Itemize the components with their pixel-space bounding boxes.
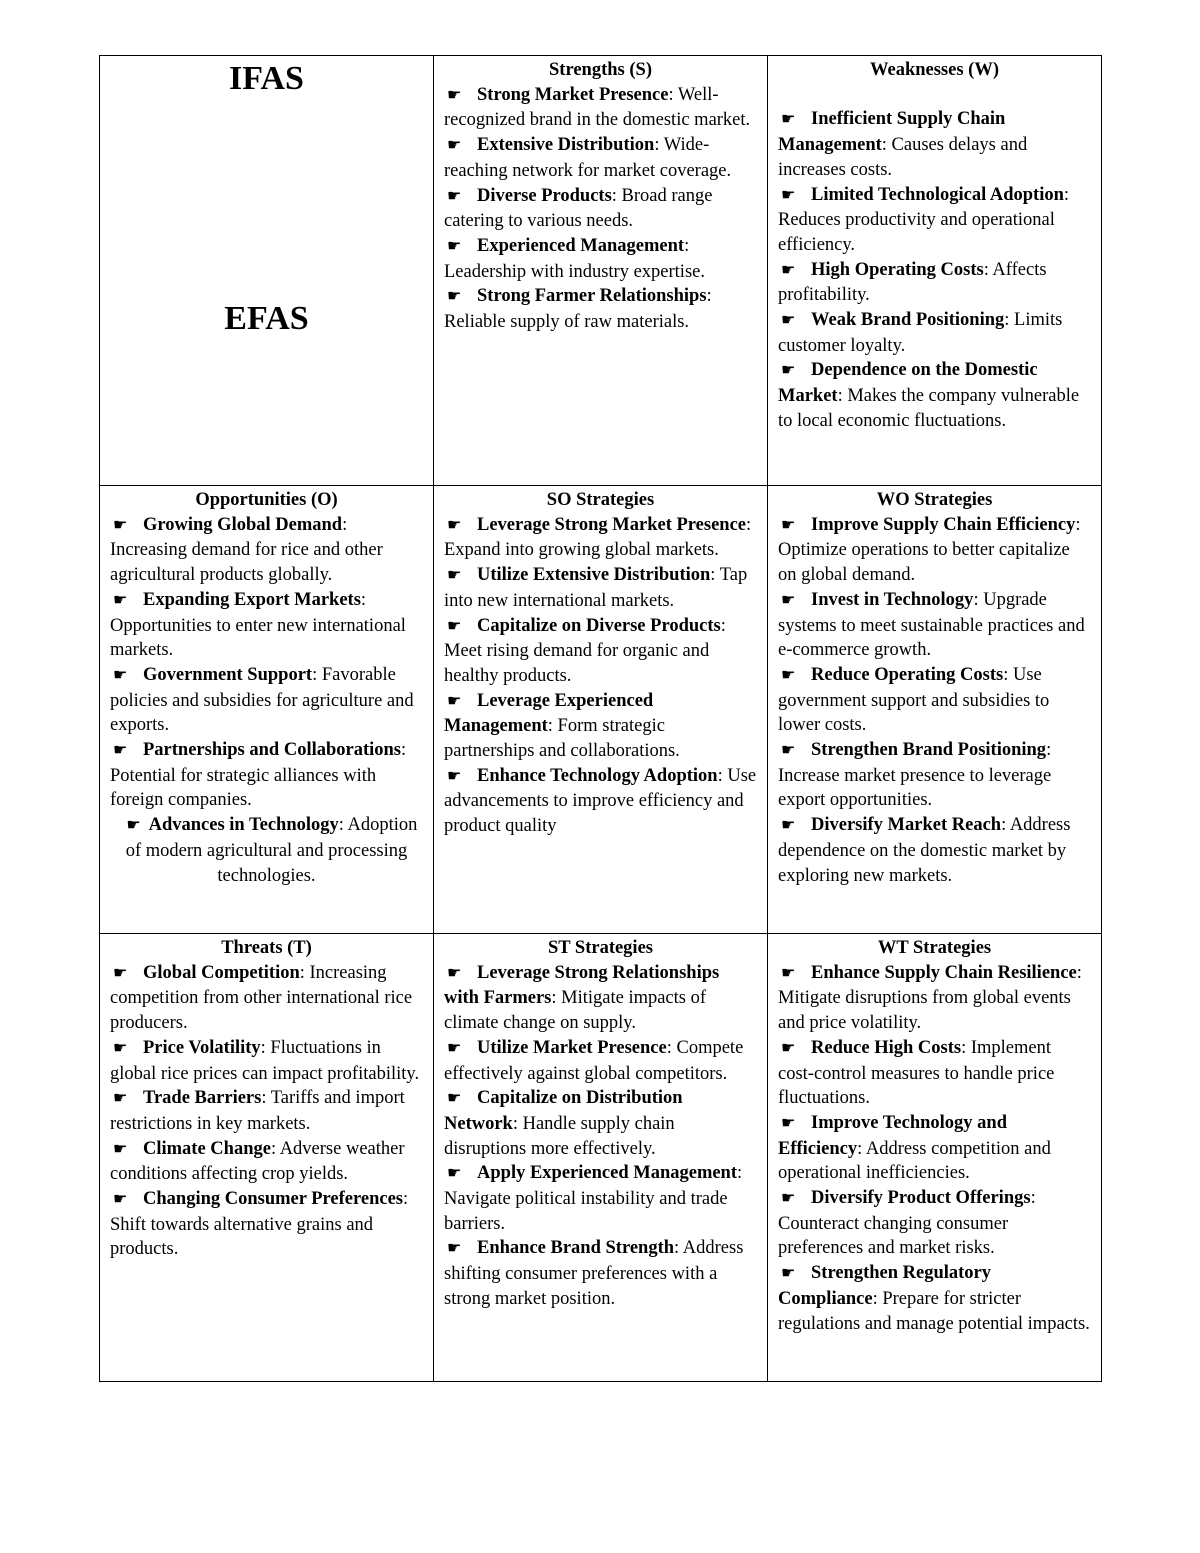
pointing-hand-icon: ☛ bbox=[447, 237, 462, 255]
item-term: Expanding Export Markets bbox=[143, 589, 361, 610]
list-item bbox=[110, 961, 423, 1036]
item-term: Diversify Market Reach bbox=[811, 815, 1002, 836]
item-term: Trade Barriers bbox=[143, 1088, 262, 1109]
list-item bbox=[778, 107, 1091, 182]
list-item bbox=[110, 1187, 423, 1262]
pointing-hand-icon: ☛ bbox=[447, 692, 462, 710]
pointing-hand-icon: ☛ bbox=[447, 187, 462, 205]
list-item bbox=[444, 689, 757, 764]
spacer bbox=[778, 83, 1091, 108]
ifas-label: IFAS bbox=[229, 60, 304, 97]
list-item bbox=[444, 133, 757, 183]
list-item bbox=[110, 813, 423, 888]
pointing-hand-icon: ☛ bbox=[113, 1140, 128, 1158]
list-item bbox=[778, 813, 1091, 888]
list-item bbox=[778, 183, 1091, 258]
threats-list bbox=[110, 961, 423, 1262]
pointing-hand-icon: ☛ bbox=[447, 1240, 462, 1258]
efas-label: EFAS bbox=[224, 300, 309, 337]
pointing-hand-icon: ☛ bbox=[113, 964, 128, 982]
item-description: : Affects profitability. bbox=[778, 259, 1047, 306]
pointing-hand-icon: ☛ bbox=[781, 742, 796, 760]
item-term: Enhance Technology Adoption bbox=[477, 765, 718, 786]
list-item bbox=[778, 961, 1091, 1036]
pointing-hand-icon: ☛ bbox=[447, 1090, 462, 1108]
item-term: Enhance Brand Strength bbox=[477, 1238, 675, 1259]
pointing-hand-icon: ☛ bbox=[781, 666, 796, 684]
pointing-hand-icon: ☛ bbox=[447, 1165, 462, 1183]
item-term: Capitalize on Distribution Network bbox=[444, 1088, 683, 1134]
ifas-efas-cell bbox=[100, 56, 434, 486]
list-item bbox=[444, 961, 757, 1036]
item-term: Strengthen Brand Positioning bbox=[811, 740, 1047, 761]
item-description: : Optimize operations to better capitalize on global demand. bbox=[778, 514, 1081, 586]
item-description: : Navigate political instability and trade barriers. bbox=[444, 1163, 743, 1234]
item-term: Strong Market Presence bbox=[477, 84, 669, 105]
item-term: Utilize Market Presence bbox=[477, 1037, 667, 1058]
item-term: Strong Farmer Relationships bbox=[477, 286, 707, 307]
st-strategies-list bbox=[444, 961, 757, 1312]
item-description: : Adoption of modern agricultural and processing technologies. bbox=[125, 815, 418, 886]
list-item bbox=[778, 358, 1091, 433]
pointing-hand-icon: ☛ bbox=[113, 516, 128, 534]
item-term: Changing Consumer Preferences bbox=[143, 1189, 404, 1210]
item-description: : Use advancements to improve efficiency and product quality bbox=[444, 765, 757, 837]
item-description: : Increasing demand for rice and other agricultural products globally. bbox=[110, 514, 383, 586]
pointing-hand-icon: ☛ bbox=[113, 1039, 128, 1057]
weaknesses-cell bbox=[768, 56, 1102, 486]
opportunities-list bbox=[110, 513, 423, 889]
pointing-hand-icon: ☛ bbox=[781, 312, 796, 330]
list-item bbox=[444, 83, 757, 133]
list-item bbox=[778, 513, 1091, 588]
item-description: : Fluctuations in global rice prices can impact profitability. bbox=[110, 1037, 420, 1084]
item-description: : Handle supply chain disruptions more effectively. bbox=[444, 1113, 675, 1159]
list-item bbox=[110, 1086, 423, 1136]
wo-strategies-title: WO Strategies bbox=[876, 490, 993, 510]
list-item bbox=[110, 1036, 423, 1086]
item-term: Government Support bbox=[143, 664, 313, 685]
item-description: : Meet rising demand for organic and healthy products. bbox=[444, 615, 726, 686]
strengths-cell bbox=[434, 56, 768, 486]
weaknesses-title: Weaknesses (W) bbox=[870, 60, 999, 80]
item-term: Price Volatility bbox=[143, 1037, 261, 1058]
item-term: High Operating Costs bbox=[811, 259, 984, 280]
item-description: : Prepare for stricter regulations and manage potential impacts. bbox=[778, 1288, 1090, 1334]
item-term: Climate Change bbox=[143, 1138, 271, 1159]
list-item bbox=[778, 308, 1091, 358]
item-description: : Address dependence on the domestic market by exploring new markets. bbox=[778, 815, 1071, 886]
list-item bbox=[778, 258, 1091, 308]
pointing-hand-icon: ☛ bbox=[781, 1265, 796, 1283]
pointing-hand-icon: ☛ bbox=[447, 617, 462, 635]
pointing-hand-icon: ☛ bbox=[447, 516, 462, 534]
wt-strategies-list bbox=[778, 961, 1091, 1337]
list-item bbox=[444, 1236, 757, 1311]
wo-strategies-list bbox=[778, 513, 1091, 889]
item-term: Leverage Experienced Management bbox=[444, 690, 654, 737]
list-item bbox=[778, 1186, 1091, 1261]
pointing-hand-icon: ☛ bbox=[113, 1090, 128, 1108]
item-description: : Shift towards alternative grains and products. bbox=[110, 1189, 409, 1260]
item-term: Dependence on the Domestic Market bbox=[778, 360, 1038, 407]
pointing-hand-icon: ☛ bbox=[447, 964, 462, 982]
so-strategies-list bbox=[444, 513, 757, 839]
list-item bbox=[444, 563, 757, 613]
pointing-hand-icon: ☛ bbox=[113, 742, 128, 760]
item-description: : Upgrade systems to meet sustainable practices and e-commerce growth. bbox=[778, 589, 1085, 661]
list-item bbox=[444, 234, 757, 284]
list-item bbox=[444, 184, 757, 234]
wo-strategies-cell bbox=[768, 486, 1102, 934]
item-description: : Address competition and operational inefficiencies. bbox=[778, 1138, 1051, 1184]
pointing-hand-icon: ☛ bbox=[447, 86, 462, 104]
item-term: Utilize Extensive Distribution bbox=[477, 565, 711, 586]
item-term: Limited Technological Adoption bbox=[811, 184, 1064, 205]
item-term: Reduce High Costs bbox=[811, 1037, 962, 1058]
item-term: Advances in Technology bbox=[148, 815, 339, 836]
pointing-hand-icon: ☛ bbox=[113, 591, 128, 609]
list-item bbox=[778, 588, 1091, 663]
list-item bbox=[444, 1161, 757, 1236]
pointing-hand-icon: ☛ bbox=[781, 111, 796, 129]
swot-matrix-table bbox=[99, 55, 1102, 1382]
wt-strategies-cell bbox=[768, 934, 1102, 1382]
item-description: : Reliable supply of raw materials. bbox=[444, 286, 712, 333]
item-description: : Broad range catering to various needs. bbox=[444, 185, 713, 232]
pointing-hand-icon: ☛ bbox=[781, 362, 796, 380]
pointing-hand-icon: ☛ bbox=[781, 186, 796, 204]
pointing-hand-icon: ☛ bbox=[126, 817, 141, 835]
item-description: : Increase market presence to leverage export opportunities. bbox=[778, 740, 1052, 811]
item-term: Weak Brand Positioning bbox=[811, 310, 1005, 331]
list-item bbox=[110, 1137, 423, 1187]
pointing-hand-icon: ☛ bbox=[447, 288, 462, 306]
pointing-hand-icon: ☛ bbox=[447, 767, 462, 785]
item-term: Strengthen Regulatory Compliance bbox=[778, 1263, 992, 1309]
pointing-hand-icon: ☛ bbox=[447, 137, 462, 155]
item-term: Enhance Supply Chain Resilience bbox=[811, 962, 1077, 983]
item-term: Leverage Strong Market Presence bbox=[477, 514, 747, 535]
item-term: Diverse Products bbox=[477, 185, 612, 206]
pointing-hand-icon: ☛ bbox=[781, 1190, 796, 1208]
item-description: : Implement cost-control measures to handle price fluctuations. bbox=[778, 1037, 1055, 1109]
pointing-hand-icon: ☛ bbox=[781, 1039, 796, 1057]
list-item bbox=[110, 738, 423, 813]
item-term: Experienced Management bbox=[477, 235, 685, 256]
item-description: : Causes delays and increases costs. bbox=[778, 135, 1028, 180]
list-item bbox=[444, 1036, 757, 1086]
item-description: : Well-recognized brand in the domestic market. bbox=[444, 84, 751, 131]
item-term: Leverage Strong Relationships with Farmers bbox=[444, 962, 720, 1009]
item-term: Extensive Distribution bbox=[477, 135, 655, 156]
item-description: : Makes the company vulnerable to local economic fluctuations. bbox=[778, 386, 1080, 431]
so-strategies-title: SO Strategies bbox=[546, 490, 655, 510]
item-description: : Leadership with industry expertise. bbox=[444, 235, 705, 282]
pointing-hand-icon: ☛ bbox=[781, 261, 796, 279]
list-item bbox=[444, 1086, 757, 1161]
item-term: Diversify Product Offerings bbox=[811, 1188, 1031, 1209]
list-item bbox=[110, 513, 423, 588]
item-description: : Tariffs and import restrictions in key markets. bbox=[110, 1088, 405, 1134]
item-description: : Address shifting consumer preferences with a strong market position. bbox=[444, 1238, 744, 1309]
list-item bbox=[110, 588, 423, 663]
item-term: Reduce Operating Costs bbox=[811, 664, 1004, 685]
list-item bbox=[444, 284, 757, 334]
item-description: : Mitigate impacts of climate change on supply. bbox=[444, 988, 707, 1034]
item-term: Partnerships and Collaborations bbox=[143, 740, 402, 761]
wt-strategies-title: WT Strategies bbox=[877, 938, 992, 958]
strengths-title: Strengths (S) bbox=[549, 60, 652, 80]
item-description: : Increasing competition from other international rice producers. bbox=[110, 962, 413, 1034]
threats-cell bbox=[100, 934, 434, 1382]
list-item bbox=[778, 738, 1091, 813]
item-term: Capitalize on Diverse Products bbox=[477, 615, 721, 636]
pointing-hand-icon: ☛ bbox=[447, 567, 462, 585]
item-term: Invest in Technology bbox=[811, 589, 974, 610]
item-description: : Wide-reaching network for market coverage. bbox=[444, 135, 732, 181]
item-description: : Expand into growing global markets. bbox=[444, 514, 752, 561]
item-description: : Compete effectively against global competitors. bbox=[444, 1037, 744, 1084]
pointing-hand-icon: ☛ bbox=[781, 1114, 796, 1132]
item-term: Inefficient Supply Chain Management bbox=[778, 109, 1006, 156]
item-description: : Potential for strategic alliances with foreign companies. bbox=[110, 740, 407, 811]
item-description: : Form strategic partnerships and collaborations. bbox=[444, 716, 680, 762]
list-item bbox=[444, 614, 757, 689]
list-item bbox=[778, 1261, 1091, 1336]
so-strategies-cell bbox=[434, 486, 768, 934]
item-term: Improve Technology and Efficiency bbox=[778, 1112, 1008, 1159]
item-term: Apply Experienced Management bbox=[477, 1163, 738, 1184]
list-item bbox=[778, 1111, 1091, 1186]
item-description: : Favorable policies and subsidies for agriculture and exports. bbox=[110, 664, 414, 736]
list-item bbox=[778, 1036, 1091, 1111]
opportunities-title: Opportunities (O) bbox=[195, 490, 338, 510]
item-description: : Limits customer loyalty. bbox=[778, 310, 1063, 356]
item-description: : Opportunities to enter new international markets. bbox=[110, 589, 406, 661]
strengths-list bbox=[444, 83, 757, 335]
pointing-hand-icon: ☛ bbox=[113, 666, 128, 684]
item-term: Improve Supply Chain Efficiency bbox=[811, 514, 1076, 535]
threats-title: Threats (T) bbox=[221, 938, 312, 958]
weaknesses-list bbox=[778, 107, 1091, 433]
item-description: : Use government support and subsidies to lower costs. bbox=[778, 664, 1050, 736]
st-strategies-cell bbox=[434, 934, 768, 1382]
item-term: Growing Global Demand bbox=[143, 514, 343, 535]
pointing-hand-icon: ☛ bbox=[781, 964, 796, 982]
pointing-hand-icon: ☛ bbox=[113, 1191, 128, 1209]
list-item bbox=[444, 513, 757, 563]
item-description: : Reduces productivity and operational efficiency. bbox=[778, 184, 1070, 255]
item-description: : Adverse weather conditions affecting crop yields. bbox=[110, 1138, 405, 1185]
list-item bbox=[778, 663, 1091, 738]
item-description: : Mitigate disruptions from global events and price volatility. bbox=[778, 962, 1082, 1034]
pointing-hand-icon: ☛ bbox=[781, 516, 796, 534]
list-item bbox=[444, 764, 757, 839]
pointing-hand-icon: ☛ bbox=[447, 1039, 462, 1057]
list-item bbox=[110, 663, 423, 738]
pointing-hand-icon: ☛ bbox=[781, 591, 796, 609]
opportunities-cell bbox=[100, 486, 434, 934]
item-term: Global Competition bbox=[143, 962, 300, 983]
item-description: : Counteract changing consumer preferences and market risks. bbox=[778, 1188, 1036, 1259]
item-description: : Tap into new international markets. bbox=[444, 565, 748, 611]
st-strategies-title: ST Strategies bbox=[547, 938, 653, 958]
pointing-hand-icon: ☛ bbox=[781, 817, 796, 835]
